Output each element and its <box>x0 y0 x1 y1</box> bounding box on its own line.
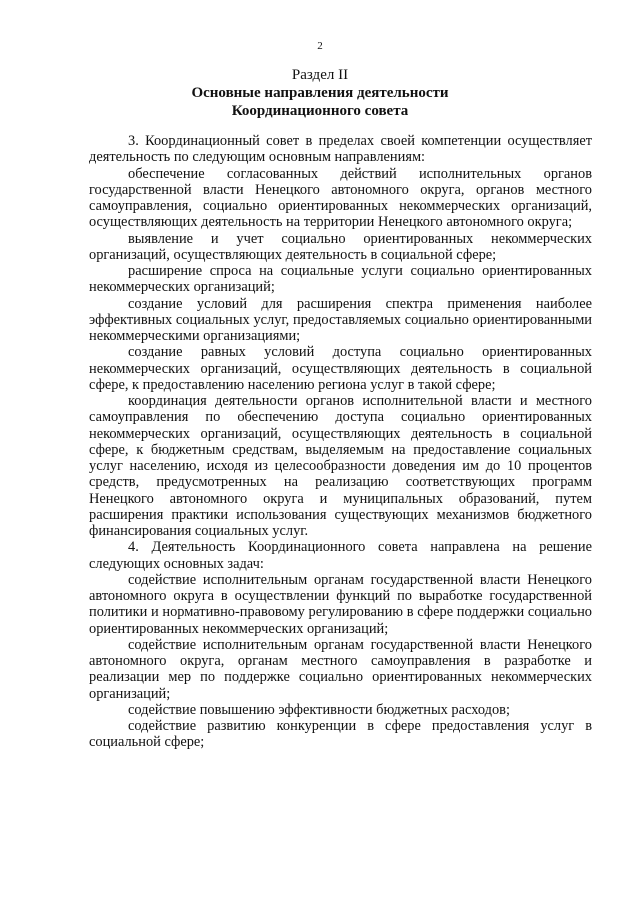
section-heading <box>0 66 640 120</box>
paragraph-item: координация деятельности органов исполнительной власти и местного самоуправления по обеспечению доступа социально ориентированных некоммерческих организаций, осуществляющих деятельность в социальной сфере, к бюджетным средствам, выделяемым на предоставление социальных услуг населению, исходя из целесообразности доведения им до 10 процентов средств, предусмотренных на реализацию соответствующих программ Ненецкого автономного округа и муниципальных образований, путем расширения практики использования существующих механизмов бюджетного финансирования социальных услуг. <box>89 393 592 539</box>
paragraph-clause-3: 3. Координационный совет в пределах своей компетенции осуществляет деятельность по следующим основным направлениям: <box>89 133 592 166</box>
paragraph-item: создание равных условий доступа социально ориентированных некоммерческих организаций, осуществляющих деятельность в социальной сфере, к предоставлению населению региона услуг в такой сфере; <box>89 344 592 393</box>
paragraph-item: создание условий для расширения спектра применения наиболее эффективных социальных услуг, предоставляемых социально ориентированными некоммерческими организациями; <box>89 295 592 344</box>
section-title-line-1: Основные направления деятельности <box>191 85 449 101</box>
paragraph-item: содействие исполнительным органам государственной власти Ненецкого автономного округа, органам местного самоуправления в разработке и реализации мер по поддержке социально ориентированных некоммерческих организаций; <box>89 636 592 702</box>
paragraph-item: содействие развитию конкуренции в сфере предоставления услуг в социальной сфере; <box>89 718 592 751</box>
section-title-line-2: Координационного совета <box>231 103 409 119</box>
paragraph-item: содействие исполнительным органам государственной власти Ненецкого автономного округа в осуществлении функций по выработке государственной политики и нормативно-правовому регулированию в сфере поддержки социально ориентированных некоммерческих организаций; <box>89 571 592 637</box>
paragraph-item: расширение спроса на социальные услуги социально ориентированных некоммерческих организаций; <box>89 263 592 296</box>
section-number: Раздел II <box>291 67 349 83</box>
paragraph-item: обеспечение согласованных действий исполнительных органов государственной власти Ненецкого автономного округа, органов местного самоуправления, социально ориентированных некоммерческих организаций, осуществляющих деятельность на территории Ненецкого автономного округа; <box>89 165 592 231</box>
paragraph-clause-4: 4. Деятельность Координационного совета направлена на решение следующих основных задач: <box>89 539 592 572</box>
paragraph-item: содействие повышению эффективности бюджетных расходов; <box>128 701 510 718</box>
paragraph-item: выявление и учет социально ориентированных некоммерческих организаций, осуществляющих деятельность в социальной сфере; <box>89 230 592 263</box>
section-body <box>89 133 592 751</box>
page-number: 2 <box>317 40 323 52</box>
